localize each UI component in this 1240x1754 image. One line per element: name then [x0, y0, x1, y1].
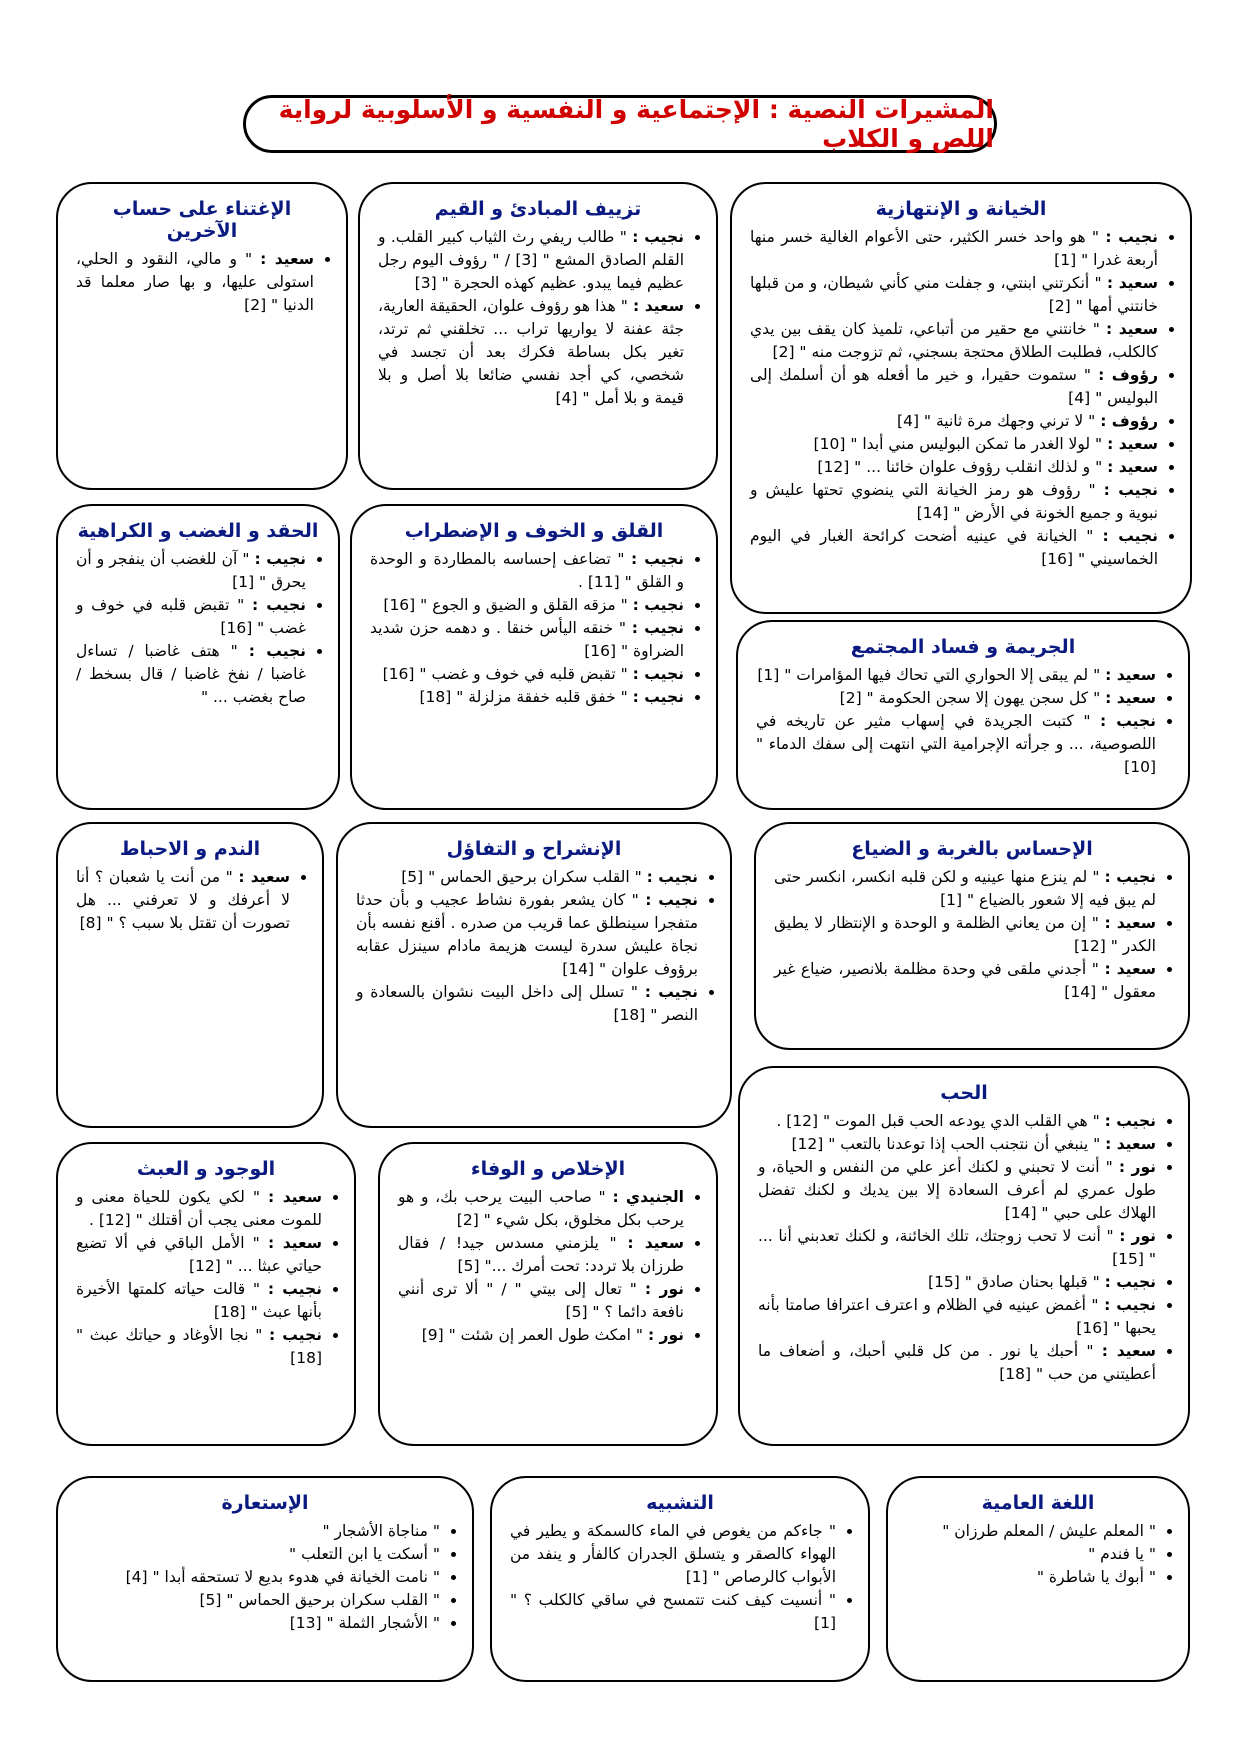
box-falsified-values	[358, 182, 718, 490]
speaker-label: نجيب :	[646, 868, 698, 886]
quote-item	[370, 663, 684, 686]
speaker-label: سعيد :	[633, 297, 684, 315]
speaker-label: سعيد :	[1106, 274, 1158, 292]
speaker-label: نجيب :	[644, 983, 698, 1001]
quote-item	[356, 889, 698, 981]
quote-text: " أبوك يا شاطرة "	[1036, 1568, 1156, 1586]
box-heading: الندم و الاحباط	[119, 838, 261, 860]
quote-item	[750, 410, 1158, 433]
quote-text: " نجا الأوغاد و حياتك عبث " [18]	[76, 1326, 322, 1367]
quote-list	[378, 226, 698, 410]
quote-item	[398, 1324, 684, 1347]
box-heading: تزييف المبادئ و القيم	[434, 198, 642, 220]
quote-list	[356, 866, 712, 1027]
quote-text: " كان يشعر بفورة نشاط عجيب و بأن حدثا متفجرا سينطلق عما قريب من صدره . أقنع نفسه بأن نجاة عليش سدرة ليست هزيمة مادام سينزل عقابه برؤوف علوان " [14]	[356, 891, 698, 978]
quote-item	[370, 617, 684, 663]
box-heading: القلق و الخوف و الإضطراب	[404, 520, 664, 542]
quote-item	[76, 248, 314, 317]
quote-list	[774, 866, 1170, 1004]
quote-item	[750, 456, 1158, 479]
quote-item	[750, 272, 1158, 318]
speaker-label: نجيب :	[267, 1280, 322, 1298]
quote-text: " القلب سكران برحيق الحماس " [5]	[199, 1591, 440, 1609]
quote-text: " طالب ريفي رث الثياب كبير القلب. و القلم الصادق المشع " [3] / " رؤوف اليوم رجل عظيم فيما يبدو. عظيم كهذه الحجرة " [3]	[378, 228, 684, 292]
quote-item	[906, 1520, 1156, 1543]
speaker-label: سعيد :	[1104, 914, 1156, 932]
quote-text: " لولا الغدر ما تمكن البوليس مني أبدا " [10]	[813, 435, 1108, 453]
quote-item	[370, 594, 684, 617]
quote-list	[758, 1110, 1170, 1386]
quote-item	[398, 1232, 684, 1278]
box-betrayal	[730, 182, 1192, 614]
quote-item	[750, 318, 1158, 364]
quote-text: " تسلل إلى داخل البيت نشوان بالسعادة و النصر " [18]	[356, 983, 698, 1024]
speaker-label: سعيد :	[1104, 960, 1156, 978]
quote-text: " خانتني مع حقير من أتباعي، تلميذ كان يقف بين يدي كالكلب، فطلبت الطلاق محتجة بسجني، ثم تزوجت منه " [2]	[750, 320, 1158, 361]
box-colloquial	[886, 1476, 1190, 1682]
box-regret	[56, 822, 324, 1128]
quote-text: " تضاعف إحساسه بالمطاردة و الوحدة و القلق " [11] .	[370, 550, 684, 591]
speaker-label: سعيد :	[1105, 666, 1156, 684]
quote-item	[76, 1589, 440, 1612]
quote-text: " جاءكم من يغوص في الماء كالسمكة و يطير في الهواء كالصقر و يتسلق الجدران كالفأر و ينفد من الأبواب كالرصاص " [1]	[510, 1522, 836, 1586]
quote-list	[906, 1520, 1170, 1589]
quote-item	[774, 912, 1156, 958]
quote-item	[750, 364, 1158, 410]
quote-text: " أسكت يا ابن التعلب "	[289, 1545, 440, 1563]
speaker-label: الجنيدي :	[612, 1188, 684, 1206]
quote-item	[398, 1278, 684, 1324]
quote-item	[758, 1133, 1156, 1156]
speaker-label: نور :	[644, 1280, 684, 1298]
speaker-label: سعيد :	[238, 868, 290, 886]
quote-item	[758, 1340, 1156, 1386]
quote-list	[756, 664, 1170, 779]
quote-item	[758, 1225, 1156, 1271]
quote-text: " ينبغي أن نتجنب الحب إذا توعدنا بالتعب " [12]	[791, 1135, 1106, 1153]
speaker-label: سعيد :	[1105, 689, 1156, 707]
quote-text: " لا ترني وجهك مرة ثانية " [4]	[897, 412, 1101, 430]
page-title: المشيرات النصية : الإجتماعية و النفسية و الأسلوبية لرواية اللص و الكلاب	[278, 95, 994, 153]
quote-list	[76, 548, 320, 709]
speaker-label: نجيب :	[268, 1326, 322, 1344]
box-anxiety	[350, 504, 718, 810]
quote-text: " يا فندم "	[1088, 1545, 1156, 1563]
quote-text: " تعال إلى بيتي " / " ألا ترى أنني نافعة دائما ؟ " [5]	[398, 1280, 684, 1321]
box-heading: الوجود و العبث	[136, 1158, 276, 1180]
quote-item	[510, 1589, 836, 1635]
quote-item	[510, 1520, 836, 1589]
speaker-label: سعيد :	[268, 1188, 322, 1206]
speaker-label: نجيب :	[631, 550, 684, 568]
box-heading: الحب	[940, 1082, 988, 1104]
quote-text: " آن للغضب أن ينفجر و أن يحرق " [1]	[76, 550, 306, 591]
speaker-label: نجيب :	[254, 550, 306, 568]
quote-item	[378, 295, 684, 410]
quote-item	[758, 1110, 1156, 1133]
quote-text: " و لذلك انقلب رؤوف علوان خائنا ... " [12]	[817, 458, 1108, 476]
quote-text: " امكث طول العمر إن شئت " [9]	[421, 1326, 648, 1344]
quote-text: " خنقه اليأس خنقا . و دهمه حزن شديد الضراوة " [16]	[370, 619, 684, 660]
speaker-label: نور :	[1119, 1227, 1156, 1245]
box-metaphor	[56, 1476, 474, 1682]
box-heading: الإستعارة	[221, 1492, 309, 1514]
quote-item	[76, 594, 306, 640]
quote-item	[756, 664, 1156, 687]
box-heading: الإحساس بالغربة و الضياع	[851, 838, 1093, 860]
quote-text: " ستموت حقيرا، و خير ما أفعله هو أن أسلمك إلى البوليس " [4]	[750, 366, 1158, 407]
box-existence	[56, 1142, 356, 1446]
quote-item	[758, 1294, 1156, 1340]
quote-item	[76, 1232, 322, 1278]
box-hatred	[56, 504, 340, 810]
quote-text: " الأشجار الثملة " [13]	[289, 1614, 440, 1632]
speaker-label: نور :	[647, 1326, 684, 1344]
quote-item	[356, 866, 698, 889]
quote-text: " لكي يكون للحياة معنى و للموت معنى يجب أن أقتلك " [12] .	[76, 1188, 322, 1229]
quote-item	[906, 1543, 1156, 1566]
quote-text: " نامت الخيانة في هدوء بديع لا تستحقه أبدا " [4]	[125, 1568, 440, 1586]
quote-item	[76, 1612, 440, 1635]
box-heading: الخيانة و الإنتهازية	[875, 198, 1047, 220]
quote-text: " تقبض قلبه في خوف و غضب " [16]	[76, 596, 306, 637]
speaker-label: نجيب :	[1104, 868, 1156, 886]
quote-item	[774, 958, 1156, 1004]
quote-text: " أغمض عينيه في الظلام و اعترف اعترافا صامتا بأنه يحبها " [16]	[758, 1296, 1156, 1337]
quote-list	[370, 548, 698, 709]
quote-text: " أجدني ملقى في وحدة مظلمة بلانصير، ضياع غير معقول " [14]	[774, 960, 1156, 1001]
quote-item	[370, 548, 684, 594]
quote-text: " مزقه القلق و الضيق و الجوع " [16]	[383, 596, 633, 614]
quote-item	[356, 981, 698, 1027]
quote-item	[398, 1186, 684, 1232]
quote-item	[378, 226, 684, 295]
speaker-label: سعيد :	[1105, 320, 1158, 338]
quote-text: " لم يبقى إلا الحواري التي تحاك فيها المؤامرات " [1]	[757, 666, 1106, 684]
quote-item	[756, 687, 1156, 710]
quote-item	[774, 866, 1156, 912]
quote-text: " أنت لا تحب زوجتك، تلك الخائنة، و لكنك تعدبني أنا ... " [15]	[758, 1227, 1156, 1268]
quote-item	[76, 1186, 322, 1232]
quote-item	[750, 525, 1158, 571]
quote-text: " كتبت الجريدة في إسهاب مثير عن تاريخه في اللصوصية، ... و جرأته الإجرامية التي انتهت إلى سفك الدماء " [10]	[756, 712, 1156, 776]
quote-item	[750, 433, 1158, 456]
quote-text: " لم ينزع منها عينيه و لكن قلبه انكسر، انكسر حتى لم يبق فيه إلا شعور بالضياع " [1]	[774, 868, 1156, 909]
quote-item	[76, 1520, 440, 1543]
quote-text: " قبلها بحنان صادق " [15]	[928, 1273, 1105, 1291]
speaker-label: نور :	[1118, 1158, 1156, 1176]
quote-text: " يلزمني مسدس جيد! / فقال طرزان بلا تردد: تحت أمرك ..." [5]	[398, 1234, 684, 1275]
quote-text: " هي القلب الدي يودعه الحب قبل الموت " [12] .	[776, 1112, 1105, 1130]
quote-item	[76, 1566, 440, 1589]
quote-text: " إن من يعاني الظلمة و الوحدة و الإنتظار لا يطيق الكدر " [12]	[774, 914, 1156, 955]
speaker-label: سعيد :	[1105, 1135, 1156, 1153]
quote-text: " صاحب البيت يرحب بك، و هو يرحب بكل مخلوق، بكل شيء " [2]	[398, 1188, 684, 1229]
speaker-label: نجيب :	[248, 642, 307, 660]
speaker-label: رؤوف :	[1100, 412, 1158, 430]
quote-text: " هو واحد خسر الكثير، حتى الأعوام الغالية خسر منها أربعة غدرا " [1]	[750, 228, 1158, 269]
page-title-box	[243, 95, 997, 153]
quote-item	[76, 1543, 440, 1566]
box-optimism	[336, 822, 732, 1128]
box-crime	[736, 620, 1190, 810]
quote-text: " و مالي، النقود و الحلي، استولى عليها، و بها صار معلما قد الدنيا " [2]	[76, 250, 314, 314]
quote-item	[906, 1566, 1156, 1589]
speaker-label: نجيب :	[1104, 1273, 1156, 1291]
quote-text: " خفق قلبه خفقة مزلزلة " [18]	[419, 688, 633, 706]
quote-list	[76, 248, 328, 317]
speaker-label: رؤوف :	[1098, 366, 1158, 384]
box-loyalty	[378, 1142, 718, 1446]
quote-text: " من أنت يا شعبان ؟ أنا لا أعرفك و لا تعرفني ... هل تصورت أن تقتل بلا سبب ؟ " [8]	[76, 868, 290, 932]
box-alienation	[754, 822, 1190, 1050]
quote-item	[750, 479, 1158, 525]
speaker-label: نجيب :	[632, 228, 684, 246]
box-heading: الإخلاص و الوفاء	[470, 1158, 626, 1180]
quote-text: " هتف غاضبا / تساءل غاضبا / نفخ غاضبا / قال بسخط / صاح بغضب ... "	[76, 642, 306, 706]
speaker-label: نجيب :	[1104, 1296, 1156, 1314]
quote-text: " أنسيت كيف كنت تتمسح في ساقي كالكلب ؟ " [1]	[510, 1591, 836, 1632]
box-heading: الإنشراح و التفاؤل	[446, 838, 622, 860]
speaker-label: نجيب :	[1100, 712, 1156, 730]
quote-text: " أنت لا تحبني و لكنك أعز علي من النفس و الحياة، و طول عمري لم أعرف السعادة إلا بين يديك و لكنك تفضل الهلاك على حبي " [14]	[758, 1158, 1156, 1222]
speaker-label: نجيب :	[645, 891, 699, 909]
quote-item	[76, 548, 306, 594]
speaker-label: نجيب :	[251, 596, 306, 614]
speaker-label: سعيد :	[627, 1234, 684, 1252]
speaker-label: نجيب :	[632, 665, 684, 683]
quote-text: " رؤوف هو رمز الخيانة التي ينضوي تحتها عليش و نبوية و جميع الخونة في الأرض " [14]	[750, 481, 1158, 522]
quote-item	[756, 710, 1156, 779]
speaker-label: نجيب :	[1104, 1112, 1156, 1130]
speaker-label: نجيب :	[632, 596, 684, 614]
box-love	[738, 1066, 1190, 1446]
quote-item	[76, 1278, 322, 1324]
quote-list	[750, 226, 1172, 571]
quote-text: " المعلم عليش / المعلم طرزان "	[942, 1522, 1156, 1540]
speaker-label: سعيد :	[1107, 435, 1158, 453]
quote-item	[76, 640, 306, 709]
quote-text: " أحبك يا نور . من كل قلبي أحبك، و أضعاف ما أعطيتني من حب " [18]	[758, 1342, 1156, 1383]
quote-list	[76, 1186, 336, 1370]
quote-text: " كل سجن يهون إلا سجن الحكومة " [2]	[839, 689, 1106, 707]
quote-list	[76, 866, 304, 935]
box-heading: التشبيه	[646, 1492, 714, 1514]
box-simile	[490, 1476, 870, 1682]
quote-item	[758, 1156, 1156, 1225]
speaker-label: سعيد :	[1107, 458, 1158, 476]
quote-list	[510, 1520, 850, 1635]
quote-text: " مناجاة الأشجار "	[322, 1522, 440, 1540]
quote-item	[370, 686, 684, 709]
box-enrichment	[56, 182, 348, 490]
speaker-label: سعيد :	[1101, 1342, 1156, 1360]
speaker-label: نجيب :	[632, 688, 684, 706]
speaker-label: نجيب :	[1103, 481, 1158, 499]
quote-item	[750, 226, 1158, 272]
box-heading: الإغتناء على حساب الآخرين	[112, 198, 292, 242]
quote-item	[758, 1271, 1156, 1294]
box-heading: الجريمة و فساد المجتمع	[850, 636, 1076, 658]
speaker-label: نجيب :	[631, 619, 684, 637]
quote-text: " تقبض قلبه في خوف و غضب " [16]	[382, 665, 633, 683]
quote-text: " القلب سكران برحيق الحماس " [5]	[401, 868, 647, 886]
quote-list	[76, 1520, 454, 1635]
box-heading: الحقد و الغضب و الكراهية	[77, 520, 319, 542]
speaker-label: نجيب :	[1102, 527, 1158, 545]
quote-list	[398, 1186, 698, 1347]
quote-item	[76, 1324, 322, 1370]
quote-text: " هذا هو رؤوف علوان، الحقيقة العارية، جثة عفنة لا يواريها تراب ... تخلقني ثم ترتد، تغير بكل بساطة فكرك بعد أن تجسد في شخصي، كي أجد نفسي ضائعا بلا أصل و بلا قيمة و بلا أمل " [4]	[378, 297, 684, 407]
quote-text: " الخيانة في عينيه أضحت كرائحة الغبار في اليوم الخماسيني " [16]	[750, 527, 1158, 568]
speaker-label: سعيد :	[267, 1234, 322, 1252]
quote-text: " قالت حياته كلمتها الأخيرة بأنها عبث " [18]	[76, 1280, 322, 1321]
quote-text: " أنكرتني ابنتي، و جفلت مني كأني شيطان، و من قبلها خانتني أمها " [2]	[750, 274, 1158, 315]
quote-text: " الأمل الباقي في ألا تضيع حياتي عبثا ... " [12]	[76, 1234, 322, 1275]
quote-item	[76, 866, 290, 935]
speaker-label: سعيد :	[260, 250, 314, 268]
speaker-label: نجيب :	[1105, 228, 1159, 246]
box-heading: اللغة العامية	[981, 1492, 1095, 1514]
